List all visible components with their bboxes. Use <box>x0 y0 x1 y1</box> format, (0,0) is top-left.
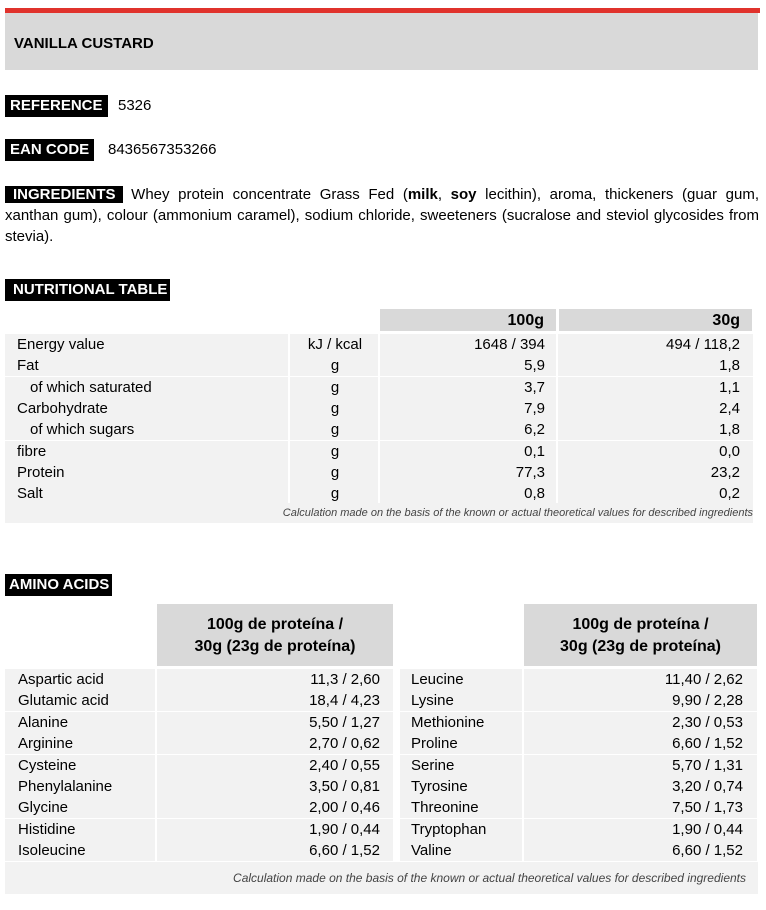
ean-label: EAN CODE <box>5 139 94 161</box>
amino-acid-name: Histidine <box>18 821 76 838</box>
amino-acid-value: 11,40 / 2,62 <box>664 671 743 688</box>
amino-row-right <box>400 669 757 690</box>
amino-col-header-right-line2: 30g (23g de proteína) <box>560 638 721 655</box>
amino-row-right <box>400 755 757 776</box>
nutrition-col-30g-label: 30g <box>712 312 740 329</box>
amino-row-left <box>5 712 393 733</box>
nutrient-value-100g: 0,8 <box>524 485 545 502</box>
amino-acid-name: Serine <box>411 757 455 774</box>
nutrient-value-100g: 5,9 <box>524 357 545 374</box>
column-divider <box>556 377 558 398</box>
amino-col-header-right <box>524 604 757 666</box>
ingredients-paragraph <box>5 184 759 247</box>
amino-acid-value: 6,60 / 1,52 <box>672 735 743 752</box>
amino-acid-value: 3,50 / 0,81 <box>309 778 380 795</box>
nutrition-row <box>5 419 753 440</box>
nutrient-value-30g: 0,0 <box>719 443 740 460</box>
nutrient-name: of which saturated <box>30 379 152 396</box>
amino-acid-name: Isoleucine <box>18 842 86 859</box>
amino-acid-value: 6,60 / 1,52 <box>309 842 380 859</box>
amino-row-right <box>400 819 757 840</box>
amino-row-left <box>5 669 393 690</box>
column-divider <box>522 776 524 797</box>
column-divider <box>288 334 290 355</box>
column-divider <box>556 334 558 355</box>
amino-col-header-left-line2: 30g (23g de proteína) <box>194 638 356 655</box>
amino-row-right <box>400 797 757 818</box>
nutrient-unit: g <box>330 400 340 417</box>
amino-acid-value: 1,90 / 0,44 <box>309 821 380 838</box>
nutrition-row <box>5 441 753 462</box>
nutrient-unit: g <box>330 421 340 438</box>
amino-acid-name: Arginine <box>18 735 74 752</box>
nutrient-value-100g: 6,2 <box>524 421 545 438</box>
column-divider <box>378 334 380 355</box>
nutrition-row <box>5 398 753 419</box>
nutrient-unit: kJ / kcal <box>307 336 363 353</box>
amino-row-right <box>400 733 757 754</box>
column-divider <box>288 419 290 440</box>
amino-acid-value: 2,40 / 0,55 <box>309 757 380 774</box>
column-divider <box>155 733 157 754</box>
column-divider <box>155 755 157 776</box>
nutrition-row <box>5 377 753 398</box>
title-bar <box>5 13 758 70</box>
amino-row-right <box>400 690 757 711</box>
column-divider <box>155 840 157 861</box>
amino-row-left <box>5 819 393 840</box>
nutrient-value-100g: 3,7 <box>524 379 545 396</box>
column-divider <box>522 712 524 733</box>
column-divider <box>556 398 558 419</box>
column-divider <box>522 669 524 690</box>
nutrient-value-30g: 1,1 <box>719 379 740 396</box>
nutrient-value-30g: 1,8 <box>719 421 740 438</box>
amino-row-left <box>5 840 393 861</box>
amino-acid-value: 2,00 / 0,46 <box>309 799 380 816</box>
nutrition-title: NUTRITIONAL TABLE <box>5 279 170 301</box>
amino-acid-value: 6,60 / 1,52 <box>672 842 743 859</box>
reference-label: REFERENCE <box>5 95 108 117</box>
ingredients-text-3: lecithin), aroma, thickeners (guar gum, xanthan gum), colour (ammonium caramel), sodium chloride, sweeteners (sucralose and steviol glycosides from stevia). <box>5 186 759 245</box>
amino-acid-value: 5,70 / 1,31 <box>672 757 743 774</box>
column-divider <box>522 733 524 754</box>
amino-row-left <box>5 690 393 711</box>
nutrient-unit: g <box>330 485 340 502</box>
column-divider <box>288 462 290 483</box>
nutrient-value-30g: 1,8 <box>719 357 740 374</box>
ingredients-text-1: Whey protein concentrate Grass Fed ( <box>131 186 408 203</box>
allergen-soy: soy <box>450 186 477 203</box>
column-divider <box>556 355 558 376</box>
nutrient-value-30g: 494 / 118,2 <box>666 336 740 353</box>
amino-acid-value: 11,3 / 2,60 <box>310 671 380 688</box>
amino-acid-value: 2,70 / 0,62 <box>309 735 380 752</box>
column-divider <box>522 840 524 861</box>
amino-acid-name: Cysteine <box>18 757 77 774</box>
nutrient-name: Energy value <box>17 336 105 353</box>
amino-acid-name: Threonine <box>411 799 479 816</box>
column-divider <box>556 483 558 504</box>
amino-row-right <box>400 712 757 733</box>
nutrient-unit: g <box>330 464 340 481</box>
column-divider <box>155 690 157 711</box>
nutrient-name: Carbohydrate <box>17 400 108 417</box>
nutrient-value-100g: 1648 / 394 <box>474 336 545 353</box>
nutrient-value-100g: 0,1 <box>524 443 545 460</box>
amino-row-right <box>400 840 757 861</box>
column-divider <box>522 797 524 818</box>
amino-col-header-left-line1: 100g de proteína / <box>206 616 344 633</box>
nutrition-row <box>5 483 753 504</box>
amino-acid-value: 2,30 / 0,53 <box>672 714 743 731</box>
column-divider <box>556 462 558 483</box>
allergen-milk: milk <box>407 186 438 203</box>
column-divider <box>155 819 157 840</box>
column-divider <box>155 797 157 818</box>
product-title: VANILLA CUSTARD <box>14 35 154 52</box>
amino-acid-value: 1,90 / 0,44 <box>672 821 743 838</box>
nutrition-row <box>5 462 753 483</box>
ean-value: 8436567353266 <box>108 141 217 158</box>
amino-acid-value: 18,4 / 4,23 <box>309 692 380 709</box>
nutrition-footnote-bar <box>5 503 753 523</box>
column-divider <box>288 441 290 462</box>
amino-acid-name: Valine <box>411 842 452 859</box>
nutrient-unit: g <box>330 443 340 460</box>
amino-acid-value: 5,50 / 1,27 <box>309 714 380 731</box>
nutrition-row <box>5 355 753 376</box>
amino-footnote: Calculation made on the basis of the known or actual theoretical values for described ingredients <box>233 871 746 885</box>
column-divider <box>288 483 290 504</box>
amino-acid-name: Tryptophan <box>411 821 487 838</box>
column-divider <box>522 755 524 776</box>
column-divider <box>288 377 290 398</box>
amino-acid-name: Leucine <box>411 671 464 688</box>
nutrient-name: Protein <box>17 464 65 481</box>
amino-col-header-left <box>157 604 393 666</box>
nutrient-value-100g: 7,9 <box>524 400 545 417</box>
column-divider <box>522 690 524 711</box>
nutrition-col-100g-label: 100g <box>507 312 544 329</box>
nutrient-value-30g: 0,2 <box>719 485 740 502</box>
nutrition-col-30g <box>559 309 752 331</box>
amino-acid-value: 7,50 / 1,73 <box>672 799 743 816</box>
column-divider <box>155 712 157 733</box>
column-divider <box>378 462 380 483</box>
amino-title: AMINO ACIDS <box>5 574 112 596</box>
ingredients-text-2: , <box>437 186 451 203</box>
nutrient-name: Fat <box>17 357 39 374</box>
nutrition-col-100g <box>380 309 556 331</box>
amino-acid-name: Aspartic acid <box>18 671 104 688</box>
nutrition-row <box>5 334 753 355</box>
amino-acid-name: Methionine <box>411 714 485 731</box>
nutrient-unit: g <box>330 357 340 374</box>
column-divider <box>155 669 157 690</box>
column-divider <box>522 819 524 840</box>
amino-acid-name: Alanine <box>18 714 69 731</box>
amino-acid-name: Tyrosine <box>411 778 468 795</box>
amino-footnote-bar <box>5 862 758 894</box>
amino-acid-name: Glycine <box>18 799 69 816</box>
amino-acid-name: Glutamic acid <box>18 692 109 709</box>
column-divider <box>378 355 380 376</box>
column-divider <box>556 419 558 440</box>
amino-row-left <box>5 797 393 818</box>
ingredients-label: INGREDIENTS <box>5 186 123 203</box>
amino-row-left <box>5 755 393 776</box>
amino-col-header-right-line1: 100g de proteína / <box>572 616 709 633</box>
amino-acid-name: Lysine <box>411 692 454 709</box>
amino-acid-name: Phenylalanine <box>18 778 113 795</box>
amino-acid-value: 3,20 / 0,74 <box>672 778 743 795</box>
column-divider <box>288 355 290 376</box>
column-divider <box>378 398 380 419</box>
nutrition-footnote: Calculation made on the basis of the known or actual theoretical values for described ingredients <box>282 507 753 519</box>
amino-row-left <box>5 776 393 797</box>
nutrient-value-100g: 77,3 <box>515 464 545 481</box>
amino-row-left <box>5 733 393 754</box>
amino-acid-value: 9,90 / 2,28 <box>672 692 743 709</box>
column-divider <box>378 377 380 398</box>
amino-acid-name: Proline <box>411 735 458 752</box>
amino-row-right <box>400 776 757 797</box>
column-divider <box>378 483 380 504</box>
nutrient-name: fibre <box>17 443 47 460</box>
reference-value: 5326 <box>118 97 152 114</box>
column-divider <box>288 398 290 419</box>
column-divider <box>378 419 380 440</box>
nutrient-unit: g <box>330 379 340 396</box>
column-divider <box>556 441 558 462</box>
column-divider <box>155 776 157 797</box>
nutrient-value-30g: 23,2 <box>710 464 740 481</box>
nutrient-value-30g: 2,4 <box>719 400 740 417</box>
nutrient-name: Salt <box>17 485 43 502</box>
nutrient-name: of which sugars <box>30 421 135 438</box>
column-divider <box>378 441 380 462</box>
